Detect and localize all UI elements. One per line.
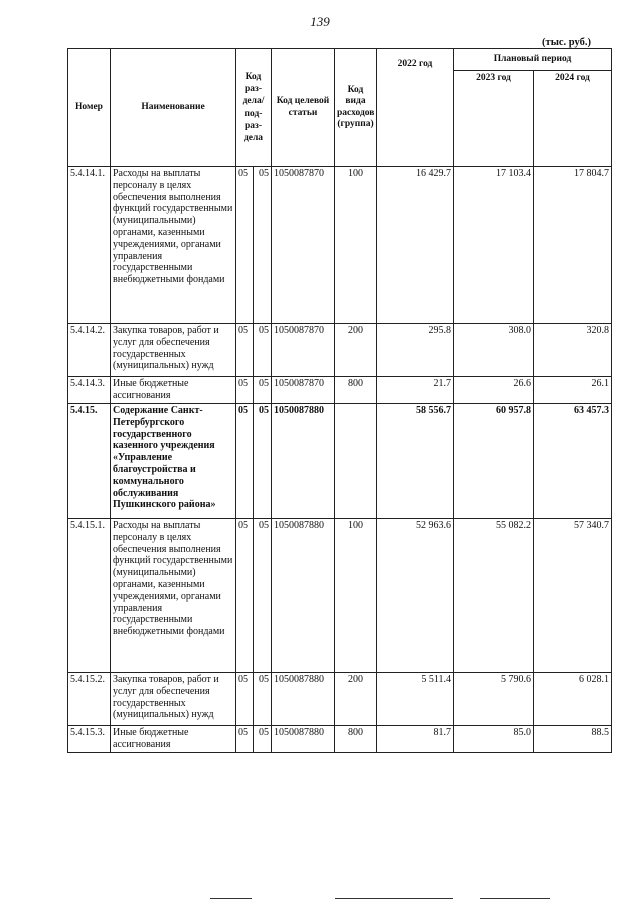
row-target-article: 1050087880 xyxy=(272,673,335,726)
row-number: 5.4.14.2. xyxy=(68,324,111,377)
table-row xyxy=(68,167,612,324)
row-number: 5.4.15.1. xyxy=(68,519,111,673)
row-value-2022: 16 429.7 xyxy=(377,167,454,324)
footer-rule xyxy=(335,898,453,899)
row-target-article: 1050087880 xyxy=(272,726,335,753)
row-razdel: 05 xyxy=(236,726,254,753)
row-expense-type: 200 xyxy=(335,673,377,726)
row-value-2023: 85.0 xyxy=(454,726,534,753)
row-podrazdel: 05 xyxy=(254,377,272,404)
row-target-article: 1050087870 xyxy=(272,324,335,377)
row-podrazdel: 05 xyxy=(254,324,272,377)
row-expense-type: 100 xyxy=(335,167,377,324)
row-podrazdel: 05 xyxy=(254,726,272,753)
table-row xyxy=(68,404,612,519)
row-value-2024: 320.8 xyxy=(534,324,612,377)
row-expense-type: 100 xyxy=(335,519,377,673)
row-number: 5.4.14.1. xyxy=(68,167,111,324)
table-row xyxy=(68,324,612,377)
row-razdel: 05 xyxy=(236,377,254,404)
row-value-2022: 295.8 xyxy=(377,324,454,377)
row-podrazdel: 05 xyxy=(254,167,272,324)
col-header-number: Номер xyxy=(68,49,111,167)
row-value-2022: 5 511.4 xyxy=(377,673,454,726)
row-value-2023: 308.0 xyxy=(454,324,534,377)
row-podrazdel: 05 xyxy=(254,519,272,673)
table-row xyxy=(68,519,612,673)
budget-table xyxy=(67,48,612,753)
row-name: Иные бюджетные ассигнования xyxy=(111,377,236,404)
row-number: 5.4.15.2. xyxy=(68,673,111,726)
table-row xyxy=(68,673,612,726)
table-row xyxy=(68,726,612,753)
row-value-2024: 26.1 xyxy=(534,377,612,404)
row-value-2023: 5 790.6 xyxy=(454,673,534,726)
row-expense-type: 200 xyxy=(335,324,377,377)
col-header-2023: 2023 год xyxy=(454,71,534,167)
col-header-expense-type: Код вида расходов (группа) xyxy=(335,49,377,167)
col-header-2022: 2022 год xyxy=(377,49,454,167)
row-podrazdel: 05 xyxy=(254,673,272,726)
col-header-razdel: Код раз-дела/ под-раз-дела xyxy=(236,49,272,167)
row-value-2022: 58 556.7 xyxy=(377,404,454,519)
row-target-article: 1050087880 xyxy=(272,519,335,673)
row-value-2024: 63 457.3 xyxy=(534,404,612,519)
row-razdel: 05 xyxy=(236,324,254,377)
row-name: Расходы на выплаты персоналу в целях обеспечения выполнения функций государственными (муниципальными) органами, казенными учреждениями, органами управления государственными внебюджетными фондами xyxy=(111,519,236,673)
row-value-2024: 6 028.1 xyxy=(534,673,612,726)
row-value-2023: 60 957.8 xyxy=(454,404,534,519)
row-razdel: 05 xyxy=(236,167,254,324)
row-name: Закупка товаров, работ и услуг для обеспечения государственных (муниципальных) нужд xyxy=(111,324,236,377)
col-header-target-article: Код целевой статьи xyxy=(272,49,335,167)
col-header-plan-period: Плановый период xyxy=(454,49,612,71)
row-name: Закупка товаров, работ и услуг для обеспечения государственных (муниципальных) нужд xyxy=(111,673,236,726)
footer-rule xyxy=(210,898,252,899)
table-row xyxy=(68,377,612,404)
row-value-2024: 17 804.7 xyxy=(534,167,612,324)
row-value-2022: 52 963.6 xyxy=(377,519,454,673)
row-expense-type: 800 xyxy=(335,726,377,753)
row-expense-type: 800 xyxy=(335,377,377,404)
col-header-2024: 2024 год xyxy=(534,71,612,167)
row-podrazdel: 05 xyxy=(254,404,272,519)
row-expense-type xyxy=(335,404,377,519)
footer-rule xyxy=(480,898,550,899)
row-value-2024: 57 340.7 xyxy=(534,519,612,673)
units-label: (тыс. руб.) xyxy=(542,37,591,48)
row-number: 5.4.14.3. xyxy=(68,377,111,404)
row-razdel: 05 xyxy=(236,673,254,726)
row-target-article: 1050087870 xyxy=(272,377,335,404)
row-value-2024: 88.5 xyxy=(534,726,612,753)
row-value-2022: 21.7 xyxy=(377,377,454,404)
page-number: 139 xyxy=(310,14,330,29)
row-razdel: 05 xyxy=(236,404,254,519)
row-target-article: 1050087870 xyxy=(272,167,335,324)
row-name: Иные бюджетные ассигнования xyxy=(111,726,236,753)
row-number: 5.4.15.3. xyxy=(68,726,111,753)
row-value-2022: 81.7 xyxy=(377,726,454,753)
row-name: Содержание Санкт-Петербургского государственного казенного учреждения «Управление благоустройства и коммунального обслуживания Пушкинского района» xyxy=(111,404,236,519)
row-name: Расходы на выплаты персоналу в целях обеспечения выполнения функций государственными (муниципальными) органами, казенными учреждениями, органами управления государственными внебюджетными фондами xyxy=(111,167,236,324)
row-number: 5.4.15. xyxy=(68,404,111,519)
row-value-2023: 55 082.2 xyxy=(454,519,534,673)
row-target-article: 1050087880 xyxy=(272,404,335,519)
row-value-2023: 26.6 xyxy=(454,377,534,404)
row-razdel: 05 xyxy=(236,519,254,673)
row-value-2023: 17 103.4 xyxy=(454,167,534,324)
col-header-name: Наименование xyxy=(111,49,236,167)
